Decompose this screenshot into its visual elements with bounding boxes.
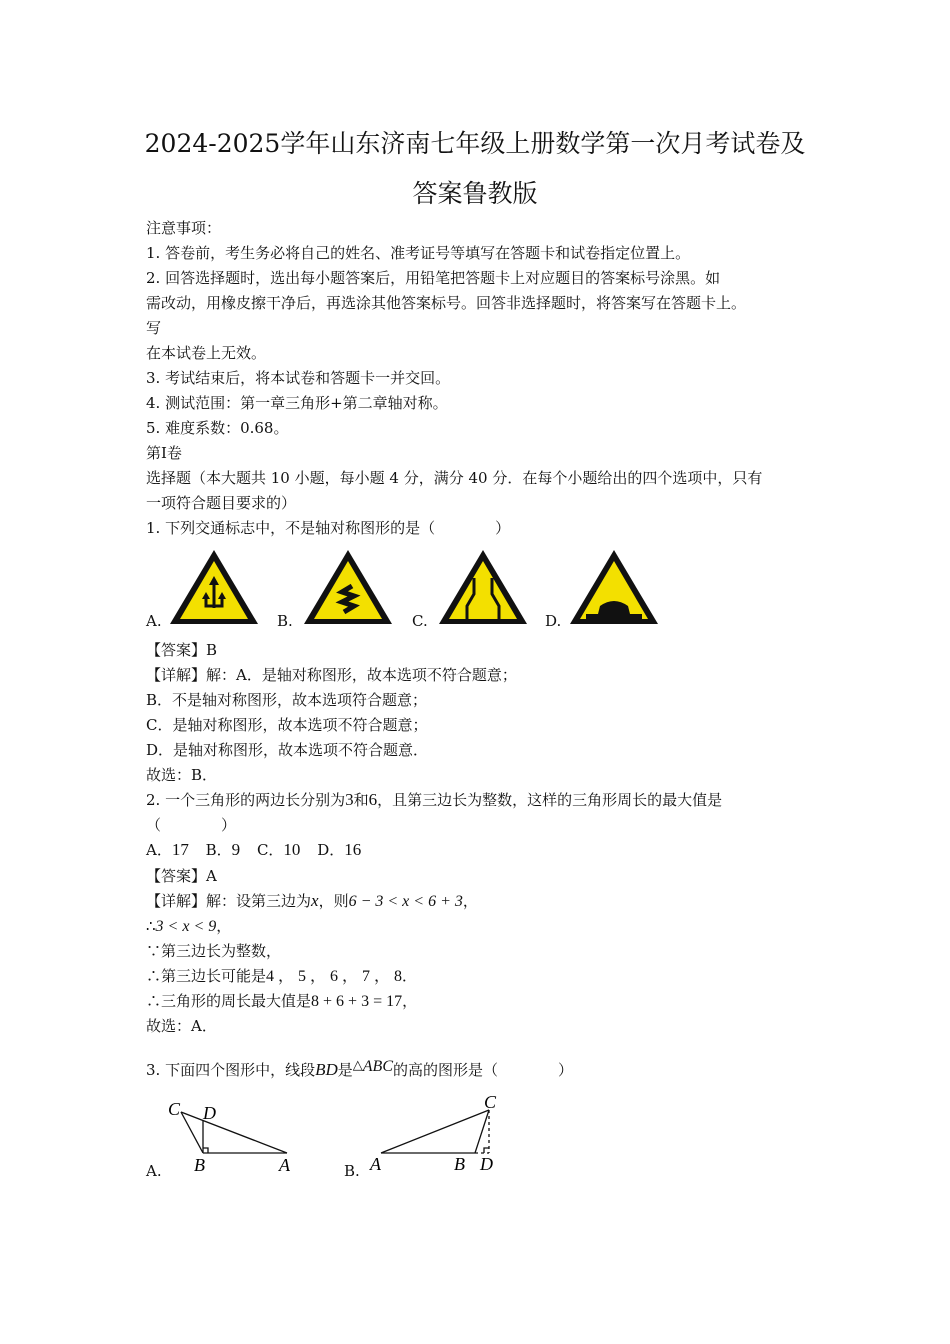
triangle-symbol: △	[352, 1058, 363, 1073]
notice-item: 2. 回答选择题时，选出每小题答案后，用铅笔把答题卡上对应题目的答案标号涂黑。如	[146, 269, 721, 287]
volume-label: 第Ⅰ卷	[146, 444, 182, 462]
notice-item: 在本试卷上无效。	[146, 344, 267, 362]
therefore-symbol: ∴	[146, 917, 156, 935]
notice-heading: 注意事项：	[146, 219, 222, 237]
q3-option-b-label: B.	[344, 1162, 360, 1180]
q3-triangle-abc: ABC	[362, 1058, 393, 1075]
q2-explain-text: 【详解】解：设第三边为	[146, 892, 312, 910]
notice-item: 4. 测试范围：第一章三角形+第二章轴对称。	[146, 394, 448, 412]
q2-period: ．	[402, 967, 418, 985]
q2-option-a-value: 17	[171, 840, 189, 859]
q3-stem	[146, 1056, 573, 1080]
q2-comma: ，	[216, 917, 232, 935]
q1-explain: 故选：B．	[146, 766, 218, 784]
q2-choose: 故选：A．	[146, 1017, 217, 1035]
q1-explain: 【详解】解：A．是轴对称图形，故本选项不符合题意；	[146, 666, 517, 684]
q1-stem: 1. 下列交通标志中，不是轴对称图形的是（ ）	[146, 519, 511, 537]
q2-possible-values: 4 ， 5 ， 6 ， 7 ， 8	[266, 968, 403, 985]
q3-option-a-label: A.	[146, 1162, 162, 1180]
q3-figure-b	[365, 1090, 510, 1176]
q2-explain-text: ，则	[318, 892, 349, 910]
q2-comma: ，	[462, 892, 478, 910]
q2-perimeter-sum: 8 + 6 + 3 = 17	[311, 993, 403, 1010]
q2-stem-text: ，且第三边长为整数，这样的三角形周长的最大值是	[377, 791, 723, 809]
q2-option-b-label: B．	[205, 841, 232, 859]
q1-sign-b	[302, 548, 394, 626]
q3a-vertex-a: A	[279, 1155, 290, 1175]
q3b-vertex-d: D	[480, 1154, 493, 1174]
q2-explain-line5	[146, 991, 417, 1012]
q2-answer: 【答案】A	[146, 867, 217, 885]
q2-option-d-label: D．	[317, 841, 345, 859]
q3-stem-text: 的高的图形是（ ）	[393, 1061, 574, 1079]
q2-inequality-1: 6 − 3 < x < 6 + 3	[348, 893, 463, 910]
q2-explain-line4	[146, 966, 417, 987]
q3b-vertex-c: C	[484, 1092, 497, 1112]
q2-stem	[146, 790, 722, 810]
doc-title-line1: 2024-2025学年山东济南七年级上册数学第一次月考试卷及	[144, 129, 806, 158]
section-desc: 选择题（本大题共 10 小题，每小题 4 分，满分 40 分．在每个小题给出的四个选项中，只有	[146, 469, 763, 487]
q2-options	[146, 840, 361, 860]
q2-option-c-label: C．	[256, 841, 284, 859]
q3-figure-a	[165, 1094, 300, 1176]
q1-sign-d	[568, 548, 660, 626]
q3-stem-text: 是	[337, 1061, 353, 1079]
q1-option-c-label: C.	[412, 612, 428, 630]
notice-item: 5. 难度系数：0.68。	[146, 419, 289, 437]
q2-inequality-2: 3 < x < 9	[155, 918, 217, 935]
q1-option-a-label: A.	[146, 612, 162, 630]
q3a-vertex-d: D	[203, 1103, 216, 1123]
doc-title-line2: 答案鲁教版	[412, 179, 538, 208]
q2-option-a-label: A．	[146, 841, 172, 859]
q2-option-b-value: 9	[231, 840, 241, 859]
q2-explain-line3: ∵第三边长为整数，	[146, 942, 282, 960]
q1-option-b-label: B.	[277, 612, 293, 630]
q1-explain: B．不是轴对称图形，故本选项符合题意；	[146, 691, 428, 709]
notice-item: 需改动，用橡皮擦干净后，再选涂其他答案标号。回答非选择题时，将答案写在答题卡上。	[146, 294, 747, 312]
q1-explain: D．是轴对称图形，故本选项不符合题意．	[146, 741, 429, 759]
q3b-vertex-a: A	[370, 1154, 381, 1174]
q2-side-1: 3	[345, 790, 354, 809]
q2-explain-text: ∴第三边长可能是	[146, 967, 267, 985]
q3b-vertex-b: B	[454, 1154, 465, 1174]
q2-side-2: 6	[368, 790, 378, 809]
section-desc: 一项符合题目要求的）	[146, 494, 297, 512]
q3-segment-bd: BD	[315, 1060, 338, 1079]
q1-answer: 【答案】B	[146, 641, 218, 659]
q2-stem-text: 2. 一个三角形的两边长分别为	[146, 791, 346, 809]
notice-item: 3. 考试结束后，将本试卷和答题卡一并交回。	[146, 369, 451, 387]
q1-explain: C．是轴对称图形，故本选项不符合题意；	[146, 716, 428, 734]
q1-sign-a	[168, 548, 260, 626]
q2-explain-line2	[146, 916, 231, 937]
q1-option-d-label: D.	[545, 612, 562, 630]
q3-stem-text: 3. 下面四个图形中，线段	[146, 1061, 316, 1079]
q2-stem-bracket: （ ）	[146, 816, 237, 834]
q2-variable-x: x	[311, 891, 319, 910]
q2-comma: ，	[402, 992, 418, 1010]
q3a-vertex-c: C	[168, 1099, 181, 1119]
q2-option-d-value: 16	[344, 840, 362, 859]
q3a-vertex-b: B	[194, 1155, 205, 1175]
q2-explain-line1	[146, 891, 478, 912]
q2-stem-text: 和	[353, 791, 369, 809]
notice-item: 1. 答卷前，考生务必将自己的姓名、准考证号等填写在答题卡和试卷指定位置上。	[146, 244, 691, 262]
q2-option-c-value: 10	[283, 840, 301, 859]
q1-sign-c	[437, 548, 529, 626]
notice-item: 写	[146, 319, 162, 337]
q2-explain-text: ∴三角形的周长最大值是	[146, 992, 312, 1010]
